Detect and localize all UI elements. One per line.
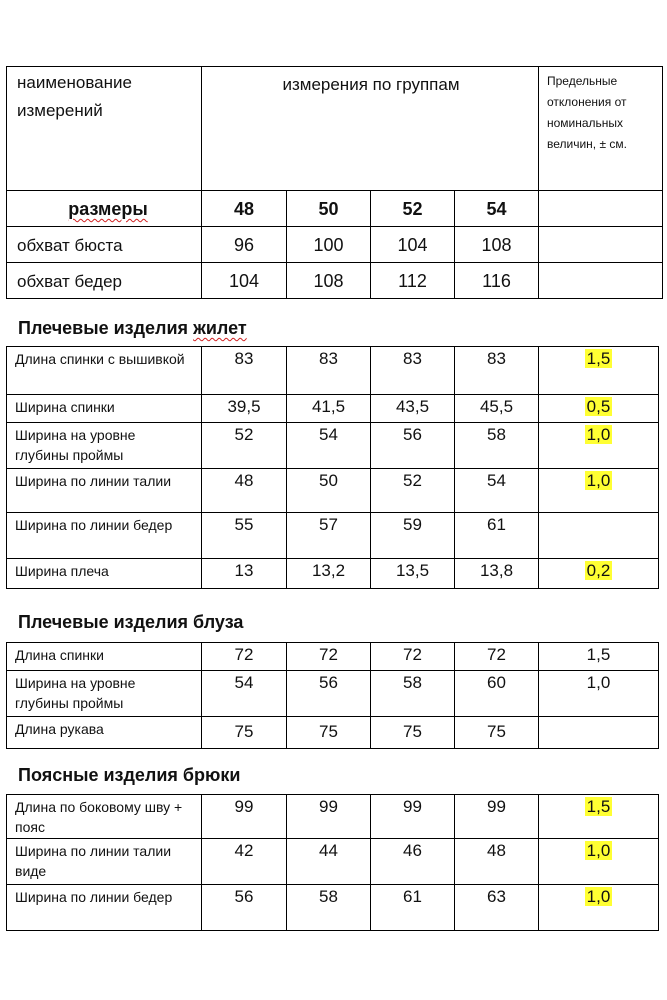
value-cell: 48 xyxy=(455,839,539,885)
value-cell: 99 xyxy=(371,795,455,839)
value-cell: 57 xyxy=(287,513,371,559)
tolerance-cell: 1,0 xyxy=(539,671,659,717)
tolerance-cell xyxy=(539,885,659,931)
blouse-measurements-table xyxy=(6,642,659,749)
value-cell: 108 xyxy=(455,227,539,263)
value-cell: 59 xyxy=(371,513,455,559)
value-cell: 63 xyxy=(455,885,539,931)
row-label: Длина спинки с вышивкой xyxy=(7,347,202,395)
tolerance-cell xyxy=(539,839,659,885)
row-label: Длина рукава xyxy=(7,717,202,749)
tolerance-cell: 1,5 xyxy=(539,643,659,671)
value-cell: 13,5 xyxy=(371,559,455,589)
section-title-vest: Плечевые изделия жилет xyxy=(18,318,247,338)
value-cell: 96 xyxy=(202,227,287,263)
value-cell: 58 xyxy=(455,423,539,469)
size-cell: 54 xyxy=(455,191,539,227)
value-cell: 104 xyxy=(202,263,287,299)
row-label: Длина спинки xyxy=(7,643,202,671)
tolerance-cell xyxy=(539,559,659,589)
tolerance-cell xyxy=(539,717,659,749)
value-cell: 54 xyxy=(202,671,287,717)
value-cell: 99 xyxy=(287,795,371,839)
row-label: Ширина плеча xyxy=(7,559,202,589)
tolerance-value: 1,5 xyxy=(586,349,611,368)
table-row xyxy=(7,513,659,559)
value-cell: 46 xyxy=(371,839,455,885)
row-label: Длина по боковому шву + пояс xyxy=(7,795,202,839)
value-cell: 42 xyxy=(202,839,287,885)
value-cell: 75 xyxy=(455,717,539,749)
section-title-blouse: Плечевые изделия блуза xyxy=(18,612,244,632)
value-cell: 13,8 xyxy=(455,559,539,589)
table-row xyxy=(7,795,659,839)
tolerance-value: 0,2 xyxy=(586,561,611,580)
row-label: Ширина спинки xyxy=(7,395,202,423)
value-cell: 48 xyxy=(202,469,287,513)
value-cell: 58 xyxy=(371,671,455,717)
table-row xyxy=(7,671,659,717)
value-cell: 108 xyxy=(287,263,371,299)
value-cell: 52 xyxy=(202,423,287,469)
column-header-name: наименование измерений xyxy=(7,67,202,191)
size-cell: 48 xyxy=(202,191,287,227)
trousers-measurements-table xyxy=(6,794,659,931)
value-cell: 72 xyxy=(455,643,539,671)
row-label: Ширина по линии бедер xyxy=(7,513,202,559)
tolerance-value: 1,0 xyxy=(586,471,611,490)
value-cell: 44 xyxy=(287,839,371,885)
value-cell: 58 xyxy=(287,885,371,931)
value-cell: 83 xyxy=(455,347,539,395)
empty-cell xyxy=(539,227,663,263)
tolerance-cell xyxy=(539,395,659,423)
table-row xyxy=(7,643,659,671)
table-row xyxy=(7,839,659,885)
tolerance-value: 1,0 xyxy=(586,887,611,906)
tolerance-cell xyxy=(539,423,659,469)
empty-cell xyxy=(539,191,663,227)
value-cell: 13,2 xyxy=(287,559,371,589)
tolerance-value: 1,0 xyxy=(586,425,611,444)
row-label: обхват бедер xyxy=(7,263,202,299)
value-cell: 112 xyxy=(371,263,455,299)
value-cell: 54 xyxy=(287,423,371,469)
tolerance-value: 1,5 xyxy=(586,797,611,816)
value-cell: 13 xyxy=(202,559,287,589)
value-cell: 99 xyxy=(455,795,539,839)
size-cell: 50 xyxy=(287,191,371,227)
value-cell: 116 xyxy=(455,263,539,299)
table-row xyxy=(7,423,659,469)
value-cell: 104 xyxy=(371,227,455,263)
value-cell: 55 xyxy=(202,513,287,559)
value-cell: 83 xyxy=(202,347,287,395)
tolerance-cell xyxy=(539,347,659,395)
sizes-label: размеры xyxy=(68,199,148,219)
value-cell: 83 xyxy=(287,347,371,395)
value-cell: 72 xyxy=(371,643,455,671)
value-cell: 56 xyxy=(287,671,371,717)
value-cell: 75 xyxy=(371,717,455,749)
sizes-label-cell xyxy=(7,191,202,227)
tolerance-cell xyxy=(539,795,659,839)
tolerance-value: 1,0 xyxy=(586,841,611,860)
column-header-tolerance: Предельные отклонения от номинальных величин, ± см. xyxy=(539,67,663,191)
value-cell: 50 xyxy=(287,469,371,513)
value-cell: 75 xyxy=(202,717,287,749)
row-label: Ширина по линии талии xyxy=(7,469,202,513)
empty-cell xyxy=(539,263,663,299)
value-cell: 99 xyxy=(202,795,287,839)
row-label: Ширина на уровне глубины проймы xyxy=(7,423,202,469)
tolerance-cell xyxy=(539,513,659,559)
table-row xyxy=(7,885,659,931)
section-title-trousers: Поясные изделия брюки xyxy=(18,765,241,785)
row-label: Ширина по линии бедер xyxy=(7,885,202,931)
value-cell: 75 xyxy=(287,717,371,749)
size-header-table xyxy=(6,66,663,299)
table-row xyxy=(7,559,659,589)
size-cell: 52 xyxy=(371,191,455,227)
value-cell: 39,5 xyxy=(202,395,287,423)
value-cell: 43,5 xyxy=(371,395,455,423)
table-row xyxy=(7,469,659,513)
value-cell: 45,5 xyxy=(455,395,539,423)
value-cell: 61 xyxy=(455,513,539,559)
row-label: Ширина на уровне глубины проймы xyxy=(7,671,202,717)
column-header-groups: измерения по группам xyxy=(202,67,539,191)
table-row xyxy=(7,717,659,749)
table-row xyxy=(7,395,659,423)
value-cell: 41,5 xyxy=(287,395,371,423)
value-cell: 72 xyxy=(287,643,371,671)
table-row xyxy=(7,347,659,395)
tolerance-value: 0,5 xyxy=(586,397,611,416)
value-cell: 100 xyxy=(287,227,371,263)
vest-measurements-table xyxy=(6,346,659,589)
value-cell: 56 xyxy=(202,885,287,931)
row-label: Ширина по линии талии виде xyxy=(7,839,202,885)
value-cell: 83 xyxy=(371,347,455,395)
value-cell: 56 xyxy=(371,423,455,469)
row-label: обхват бюста xyxy=(7,227,202,263)
value-cell: 72 xyxy=(202,643,287,671)
value-cell: 52 xyxy=(371,469,455,513)
value-cell: 60 xyxy=(455,671,539,717)
value-cell: 61 xyxy=(371,885,455,931)
value-cell: 54 xyxy=(455,469,539,513)
tolerance-cell xyxy=(539,469,659,513)
